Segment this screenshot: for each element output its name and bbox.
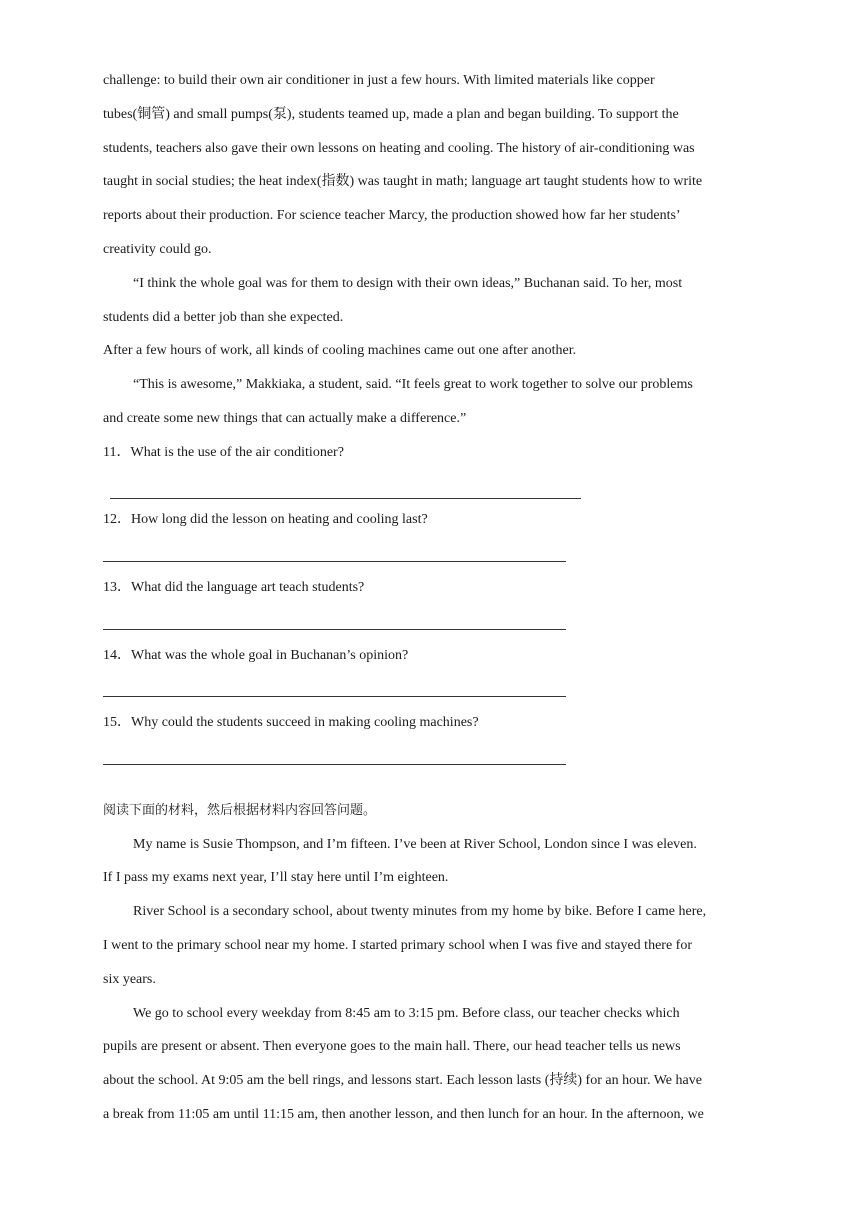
text-line: My name is Susie Thompson, and I’m fifteen. I’ve been at River School, London since I was eleven. — [133, 836, 697, 852]
question-15 — [103, 706, 759, 740]
text-line: tubes(铜管) and small pumps(泵), students teamed up, made a plan and began building. To support the — [103, 106, 679, 122]
question-number: 11． — [103, 444, 131, 460]
text-line: We go to school every weekday from 8:45 am to 3:15 pm. Before class, our teacher checks which — [133, 1005, 680, 1021]
text-line: taught in social studies; the heat index(指数) was taught in math; language art taught students how to write — [103, 174, 703, 190]
question-text: What is the use of the air conditioner? — [130, 444, 344, 460]
answer-line-11[interactable] — [103, 470, 759, 504]
text-line: creativity could go. — [103, 241, 212, 257]
text-line: challenge: to build their own air conditioner in just a few hours. With limited materials like copper — [103, 73, 655, 88]
question-number: 13． — [103, 579, 131, 595]
question-number: 14． — [103, 647, 131, 663]
question-12 — [103, 503, 759, 537]
question-14 — [103, 639, 759, 673]
passage1-paragraph2 — [103, 267, 759, 335]
text-line: students, teachers also gave their own lessons on heating and cooling. The history of air-conditioning was — [103, 140, 695, 156]
question-list — [103, 436, 759, 774]
section2-paragraph1 — [103, 828, 759, 896]
document-page — [103, 64, 759, 1132]
text-line: and create some new things that can actually make a difference.” — [103, 410, 467, 426]
section2-paragraph3 — [103, 997, 759, 1132]
text-line: a break from 11:05 am until 11:15 am, then another lesson, and then lunch for an hour. In the afternoon, we — [103, 1106, 704, 1122]
question-11 — [103, 436, 759, 470]
question-number: 15． — [103, 715, 131, 731]
section2-instruction: 阅读下面的材料，然后根据材料内容回答问题。 — [103, 802, 377, 818]
text-line: pupils are present or absent. Then everyone goes to the main hall. There, our head teacher tells us news — [103, 1039, 681, 1055]
text-line: If I pass my exams next year, I’ll stay here until I’m eighteen. — [103, 870, 449, 886]
passage1-paragraph3 — [103, 334, 759, 368]
question-number: 12． — [103, 512, 131, 528]
question-text: How long did the lesson on heating and cooling last? — [131, 512, 428, 528]
text-line: After a few hours of work, all kinds of cooling machines came out one after another. — [103, 343, 577, 359]
text-line: River School is a secondary school, about twenty minutes from my home by bike. Before I came here, — [133, 904, 707, 920]
answer-line-14[interactable] — [103, 672, 759, 706]
text-line: about the school. At 9:05 am the bell rings, and lessons start. Each lesson lasts (持续) for an hour. We have — [103, 1073, 702, 1089]
section2-paragraph2 — [103, 895, 759, 996]
text-line: I went to the primary school near my home. I started primary school when I was five and stayed there for — [103, 937, 692, 953]
question-text: What did the language art teach students? — [131, 579, 365, 595]
text-line: students did a better job than she expected. — [103, 309, 344, 325]
question-13 — [103, 571, 759, 605]
question-text: Why could the students succeed in making cooling machines? — [131, 715, 479, 731]
text-line: “I think the whole goal was for them to design with their own ideas,” Buchanan said. To her, most — [133, 275, 683, 291]
text-line: reports about their production. For science teacher Marcy, the production showed how far her students’ — [103, 208, 681, 224]
answer-line-15[interactable] — [103, 740, 759, 774]
answer-line-12[interactable] — [103, 537, 759, 571]
passage1-paragraph4 — [103, 368, 759, 436]
question-text: What was the whole goal in Buchanan’s opinion? — [131, 647, 409, 663]
text-line: “This is awesome,” Makkiaka, a student, said. “It feels great to work together to solve our problems — [133, 377, 693, 393]
passage1-paragraph1 — [103, 64, 759, 267]
section-spacer — [103, 774, 759, 794]
answer-line-13[interactable] — [103, 605, 759, 639]
text-line: six years. — [103, 971, 156, 987]
